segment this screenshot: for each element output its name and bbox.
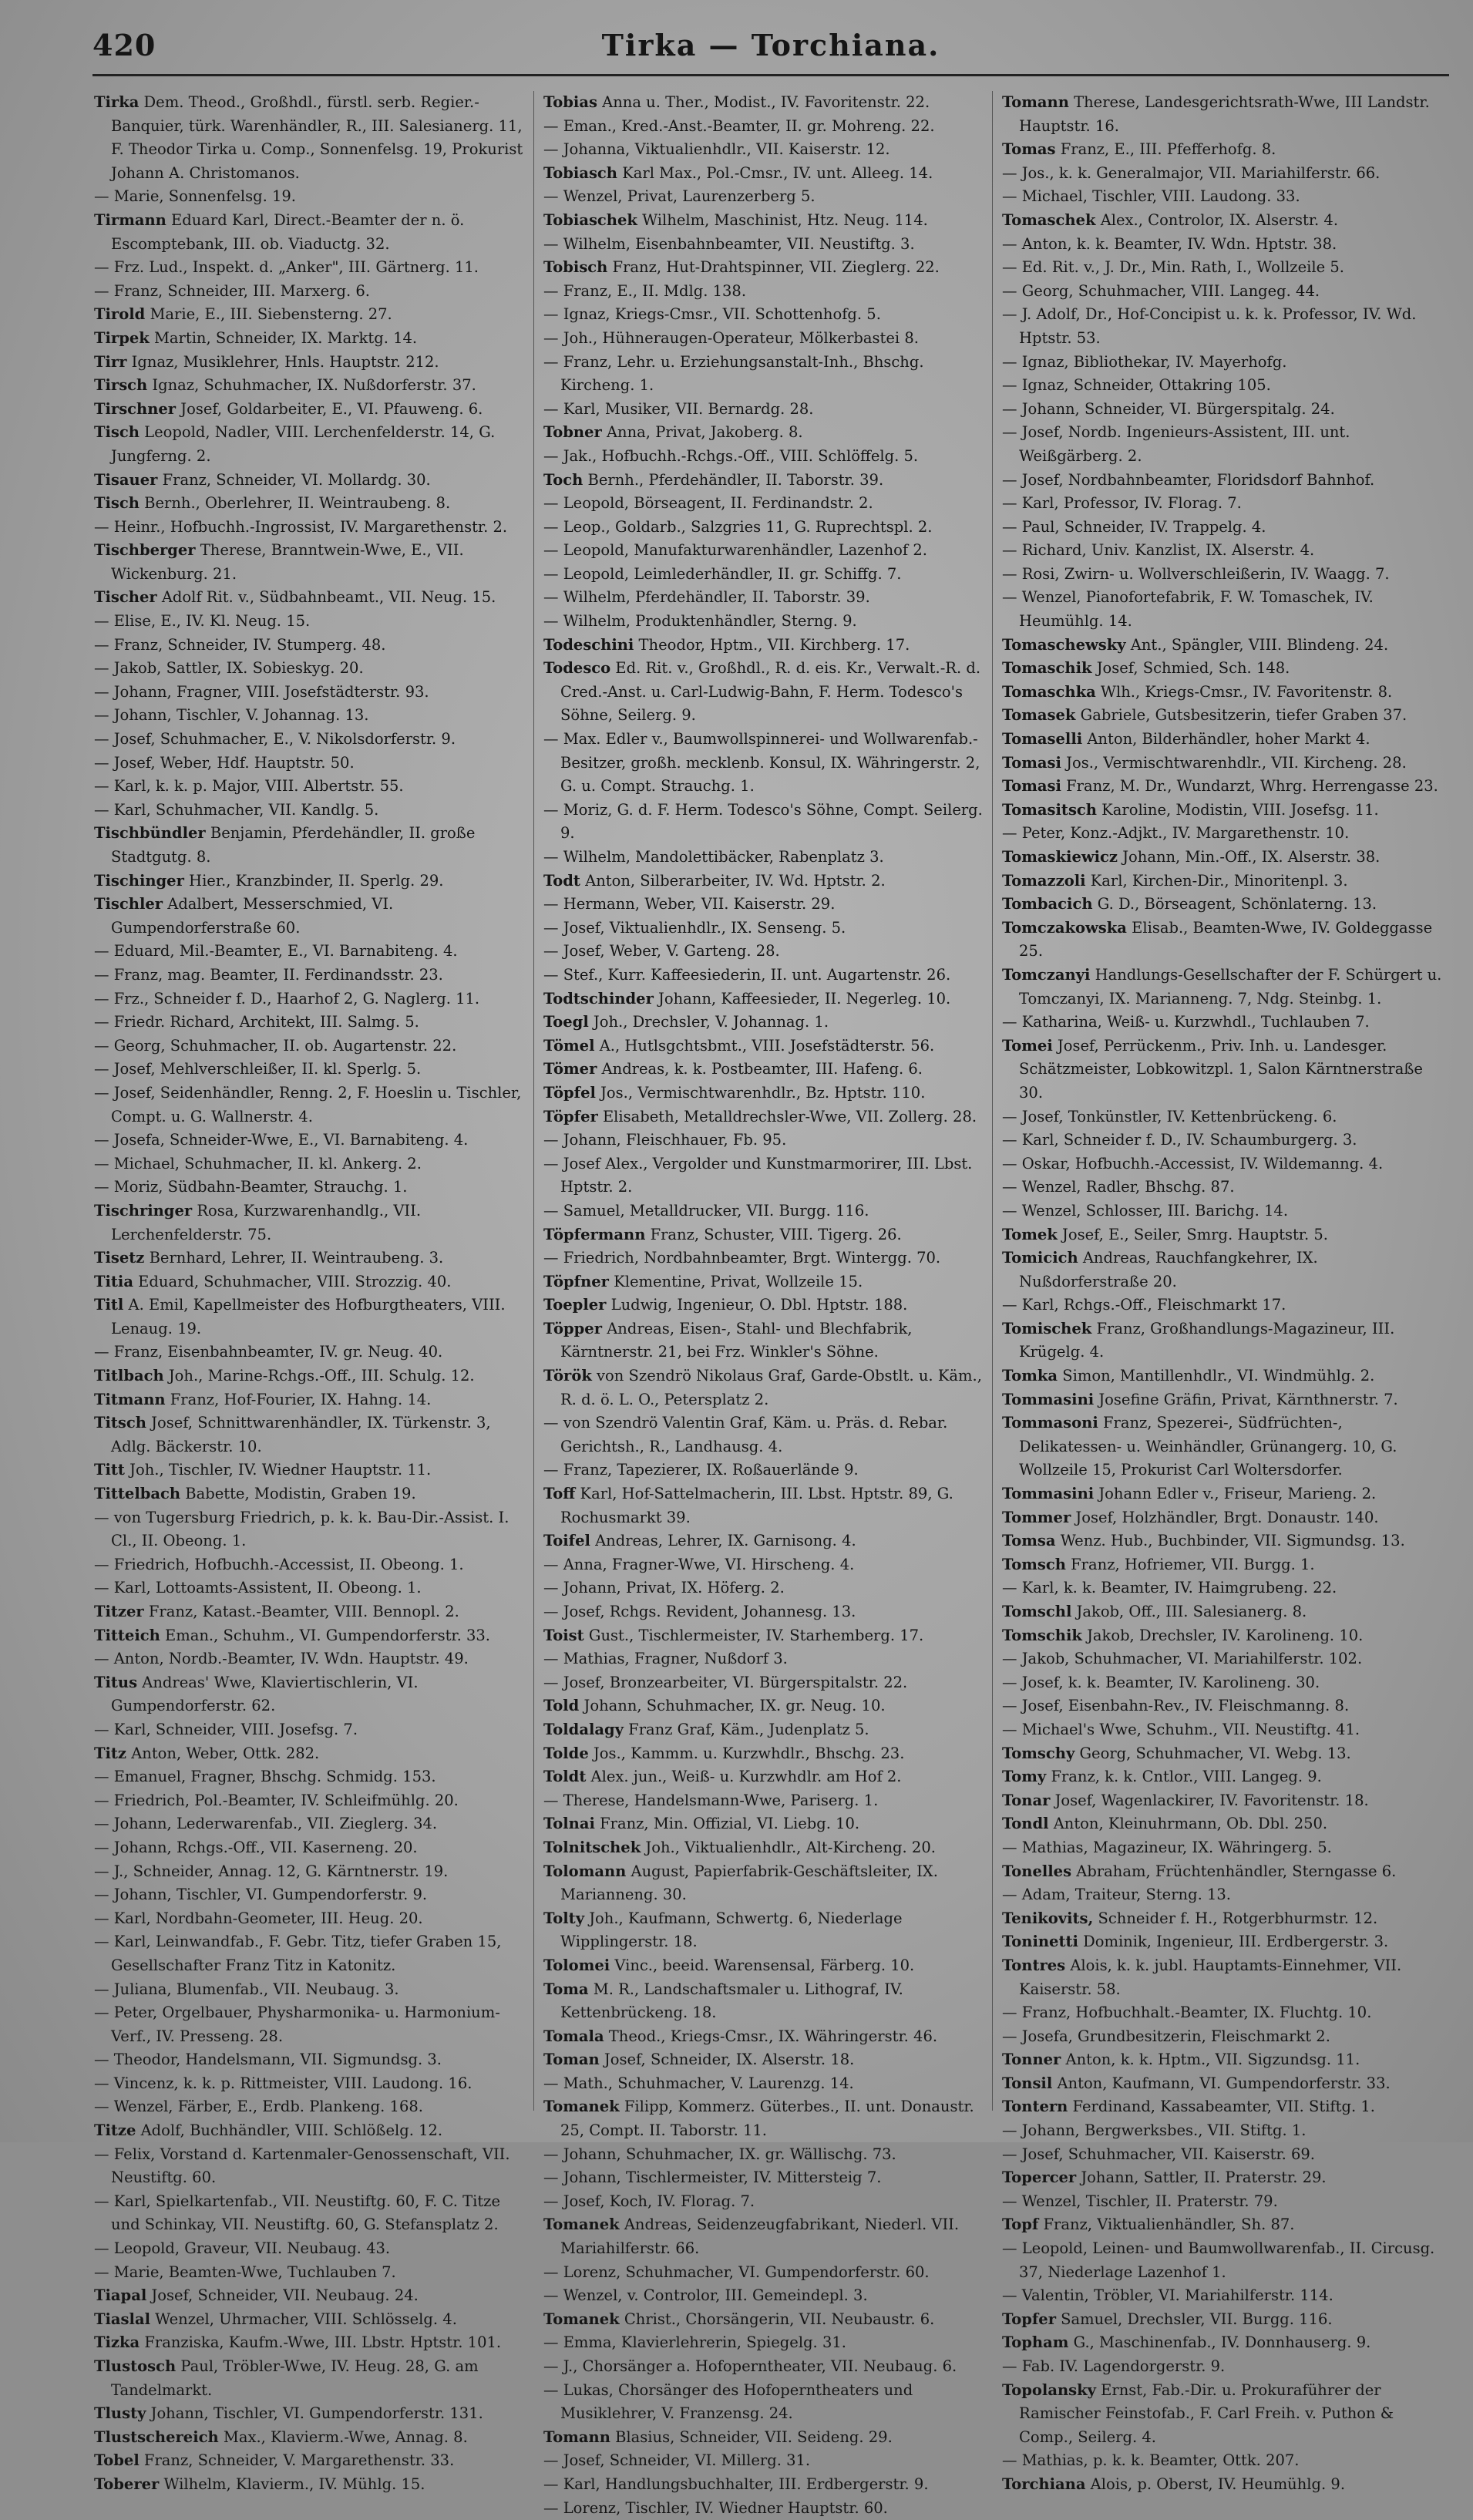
directory-entry: Tomschy Georg, Schuhmacher, VI. Webg. 13.: [1002, 1744, 1351, 1762]
directory-entry: — Johanna, Viktualienhdlr., VII. Kaiserstr. 12.: [543, 140, 890, 159]
directory-entry: — Leopold, Leinen- und Baumwollwarenfab., II. Circusg. 37, Niederlage Lazenhof 1.: [1002, 2239, 1435, 2281]
directory-entry: — Marie, Beamten-Wwe, Tuchlauben 7.: [94, 2263, 396, 2281]
directory-entry: Tomanek Filipp, Kommerz. Güterbes., II. unt. Donaustr. 25, Compt. II. Taborstr. 11.: [543, 2098, 974, 2140]
directory-entry: — Josef, Mehlverschleißer, II. kl. Sperlg. 5.: [94, 1060, 422, 1078]
directory-entry: — Karl, k. k. Beamter, IV. Haimgrubeng. 22.: [1002, 1579, 1337, 1597]
directory-entry: Tomsa Wenz. Hub., Buchbinder, VII. Sigmundsg. 13.: [1002, 1532, 1405, 1550]
directory-entry: Toldalagy Franz Graf, Käm., Judenplatz 5.: [543, 1720, 869, 1738]
directory-entry: Tommasini Johann Edler v., Friseur, Marieng. 2.: [1002, 1485, 1377, 1503]
directory-entry: — Leopold, Manufakturwarenhändler, Lazenhof 2.: [543, 541, 927, 560]
directory-entry: Tonar Josef, Wagenlackirer, IV. Favoritenstr. 18.: [1002, 1791, 1369, 1809]
directory-entry: — Josefa, Grundbesitzerin, Fleischmarkt 2.: [1002, 2027, 1330, 2045]
directory-entry: Torchiana Alois, p. Oberst, IV. Heumühlg. 9.: [1002, 2475, 1346, 2493]
column-3: [1002, 91, 1449, 2493]
directory-entry: Tomicich Andreas, Rauchfangkehrer, IX. Nußdorferstraße 20.: [1002, 1249, 1318, 1290]
directory-entry: — Josef, Rchgs. Revident, Johannesg. 13.: [543, 1603, 856, 1620]
directory-entry: — Fab. IV. Lagendorgerstr. 9.: [1002, 2357, 1226, 2375]
directory-entry: Topf Franz, Viktualienhändler, Sh. 87.: [1002, 2216, 1295, 2234]
directory-entry: — Karl, Lottoamts-Assistent, II. Obeong. 1.: [94, 1579, 422, 1597]
directory-entry: — Frz. Lud., Inspekt. d. „Anker", III. Gärtnerg. 11.: [94, 258, 479, 277]
directory-entry: Tenikovits, Schneider f. H., Rotgerbhurmstr. 12.: [1002, 1909, 1378, 1927]
directory-entry: — Math., Schuhmacher, V. Laurenzg. 14.: [543, 2074, 854, 2092]
directory-entry: Tomann Blasius, Schneider, VII. Seideng. 29.: [543, 2427, 893, 2446]
directory-entry: Töpfer Elisabeth, Metalldrechsler-Wwe, VII. Zollerg. 28.: [543, 1107, 977, 1125]
directory-entry: — Anton, k. k. Beamter, IV. Wdn. Hptstr. 38.: [1002, 234, 1337, 253]
directory-entry: — Josef, Nordb. Ingenieurs-Assistent, III. unt. Weißgärberg. 2.: [1002, 423, 1350, 465]
directory-entry: Tomanek Christ., Chorsängerin, VII. Neubaustr. 6.: [543, 2310, 935, 2328]
directory-entry: Tiapal Josef, Schneider, VII. Neubaug. 24.: [94, 2286, 419, 2305]
page-header: [92, 28, 1449, 65]
directory-entry: — Max. Edler v., Baumwollspinnerei- und Wollwarenfab.-Besitzer, großh. mecklenb. Konsul, IX. Währingerstr. 2, G. u. Compt. Strauchg. 1.: [543, 730, 980, 796]
directory-entry: — Lorenz, Tischler, IV. Wiedner Hauptstr. 60.: [543, 2498, 888, 2517]
directory-entry: Tiaslal Wenzel, Uhrmacher, VIII. Schlösselg. 4.: [94, 2310, 457, 2328]
directory-entry: Tischer Adolf Rit. v., Südbahnbeamt., VII. Neug. 15.: [94, 588, 496, 607]
directory-entry: — Theodor, Handelsmann, VII. Sigmundsg. 3.: [94, 2051, 442, 2069]
directory-entry: Tobner Anna, Privat, Jakoberg. 8.: [543, 423, 803, 442]
directory-entry: — Franz, Eisenbahnbeamter, IV. gr. Neug. 40.: [94, 1343, 443, 1361]
directory-entry: — Karl, Professor, IV. Florag. 7.: [1002, 494, 1242, 513]
directory-entry: — Rosi, Zwirn- u. Wollverschleißerin, IV. Waagg. 7.: [1002, 564, 1390, 583]
directory-entry: Toifel Andreas, Lehrer, IX. Garnisong. 4.: [543, 1532, 856, 1550]
directory-entry: — Johann, Schneider, VI. Bürgerspitalg. 24.: [1002, 399, 1335, 418]
directory-entry: Tomaschewsky Ant., Spängler, VIII. Blindeng. 24.: [1002, 635, 1389, 654]
directory-entry: Tomazzoli Karl, Kirchen-Dir., Minoritenpl. 3.: [1002, 871, 1348, 890]
directory-entry: — Josef, Schuhmacher, VII. Kaiserstr. 69.: [1002, 2145, 1316, 2163]
directory-entry: Tomsch Franz, Hofriemer, VII. Burgg. 1.: [1002, 1555, 1315, 1573]
directory-entry: Tomek Josef, E., Seiler, Smrg. Hauptstr. 5.: [1002, 1225, 1328, 1243]
directory-entry: Tomschl Jakob, Off., III. Salesianerg. 8.: [1002, 1603, 1307, 1620]
directory-entry: Tolde Jos., Kammm. u. Kurzwhdlr., Bhschg. 23.: [543, 1744, 905, 1762]
page-number: 420: [92, 28, 156, 62]
directory-entry: Titmann Franz, Hof-Fourier, IX. Hahng. 14.: [94, 1390, 432, 1408]
directory-entry: Tirschner Josef, Goldarbeiter, E., VI. Pfauweng. 6.: [94, 399, 483, 418]
directory-entry: — Karl, Handlungsbuchhalter, III. Erdbergerstr. 9.: [543, 2475, 929, 2493]
directory-entry: — Peter, Orgelbauer, Physharmonika- u. Harmonium-Verf., IV. Presseng. 28.: [94, 2004, 500, 2045]
directory-entry: — Paul, Schneider, IV. Trappelg. 4.: [1002, 517, 1266, 536]
directory-entry: Tontern Ferdinand, Kassabeamter, VII. Stiftg. 1.: [1002, 2098, 1375, 2116]
directory-entry: Tondl Anton, Kleinuhrmann, Ob. Dbl. 250.: [1002, 1815, 1328, 1833]
directory-entry: — Joh., Hühneraugen-Operateur, Mölkerbastei 8.: [543, 328, 919, 347]
directory-entry: — Josef, Nordbahnbeamter, Floridsdorf Bahnhof.: [1002, 470, 1375, 489]
directory-entry: — Mathias, p. k. k. Beamter, Ottk. 207.: [1002, 2451, 1300, 2470]
directory-entry: Titzer Franz, Katast.-Beamter, VIII. Bennopl. 2.: [94, 1603, 459, 1620]
directory-entry: Titsch Josef, Schnittwarenhändler, IX. Türkenstr. 3, Adlg. Bäckerstr. 10.: [94, 1414, 491, 1455]
directory-entry: Tischbündler Benjamin, Pferdehändler, II. große Stadtgutg. 8.: [94, 824, 476, 866]
directory-entry: Tolnitschek Joh., Viktualienhdlr., Alt-Kircheng. 20.: [543, 1838, 936, 1856]
directory-entry: Tischler Adalbert, Messerschmied, VI. Gumpendorferstraße 60.: [94, 895, 394, 937]
directory-entry: — Frz., Schneider f. D., Haarhof 2, G. Naglerg. 11.: [94, 989, 480, 1008]
directory-entry: — Friedr. Richard, Architekt, III. Salmg. 5.: [94, 1013, 419, 1031]
directory-entry: — Ed. Rit. v., J. Dr., Min. Rath, I., Wollzeile 5.: [1002, 258, 1344, 277]
directory-entry: — Katharina, Weiß- u. Kurzwhdl., Tuchlauben 7.: [1002, 1013, 1370, 1031]
directory-entry: Tizka Franziska, Kaufm.-Wwe, III. Lbstr. Hptstr. 101.: [94, 2333, 502, 2352]
directory-entry: Tlustschereich Max., Klavierm.-Wwe, Annag. 8.: [94, 2427, 468, 2446]
directory-entry: — Franz, Schneider, IV. Stumperg. 48.: [94, 635, 386, 654]
directory-entry: — Michael's Wwe, Schuhm., VII. Neustiftg. 41.: [1002, 1720, 1360, 1738]
directory-entry: Tomaschek Alex., Controlor, IX. Alserstr. 4.: [1002, 210, 1339, 229]
directory-entry: — Franz, Schneider, III. Marxerg. 6.: [94, 281, 370, 300]
directory-entry: Topfer Samuel, Drechsler, VII. Burgg. 116.: [1002, 2310, 1333, 2328]
directory-entry: — Leopold, Graveur, VII. Neubaug. 43.: [94, 2239, 391, 2258]
column-divider: [533, 91, 534, 2111]
directory-entry: Tirold Marie, E., III. Siebensterng. 27.: [94, 305, 392, 324]
directory-entry: — Wenzel, Schlosser, III. Barichg. 14.: [1002, 1201, 1289, 1220]
running-head: Tirka — Torchiana.: [601, 28, 940, 62]
directory-entry: — Johann, Bergwerksbes., VII. Stiftg. 1.: [1002, 2121, 1307, 2140]
directory-entry: — Johann, Fragner, VIII. Josefstädterstr. 93.: [94, 682, 429, 701]
directory-entry: Tirpek Martin, Schneider, IX. Marktg. 14.: [94, 328, 418, 347]
directory-entry: — Heinr., Hofbuchh.-Ingrossist, IV. Margarethenstr. 2.: [94, 517, 508, 536]
directory-entry: — Lorenz, Schuhmacher, VI. Gumpendorferstr. 60.: [543, 2263, 930, 2281]
directory-entry: Tomaschka Wlh., Kriegs-Cmsr., IV. Favoritenstr. 8.: [1002, 682, 1393, 701]
directory-entry: Tisch Bernh., Oberlehrer, II. Weintraubeng. 8.: [94, 494, 451, 513]
directory-entry: Tischringer Rosa, Kurzwarenhandlg., VII. Lerchenfelderstr. 75.: [94, 1201, 422, 1243]
directory-entry: Tirr Ignaz, Musiklehrer, Hnls. Hauptstr. 212.: [94, 352, 439, 371]
directory-entry: — Ignaz, Schneider, Ottakring 105.: [1002, 376, 1271, 395]
directory-entry: — Jos., k. k. Generalmajor, VII. Mariahilferstr. 66.: [1002, 163, 1381, 182]
directory-entry: — Josef, Eisenbahn-Rev., IV. Fleischmanng. 8.: [1002, 1697, 1350, 1715]
directory-entry: Tomala Theod., Kriegs-Cmsr., IX. Währingerstr. 46.: [543, 2027, 938, 2045]
directory-entry: Tommasini Josefine Gräfin, Privat, Kärnthnerstr. 7.: [1002, 1390, 1398, 1408]
directory-entry: — Elise, E., IV. Kl. Neug. 15.: [94, 612, 311, 631]
directory-entry: — Valentin, Tröbler, VI. Mariahilferstr. 114.: [1002, 2286, 1333, 2305]
directory-entry: Tonner Anton, k. k. Hptm., VII. Sigzundsg. 11.: [1002, 2051, 1360, 2069]
directory-entry: — Johann, Tischlermeister, IV. Mittersteig 7.: [543, 2168, 882, 2187]
directory-entry: Todt Anton, Silberarbeiter, IV. Wd. Hptstr. 2.: [543, 871, 886, 890]
directory-entry: Titlbach Joh., Marine-Rchgs.-Off., III. Schulg. 12.: [94, 1367, 475, 1385]
directory-entry: — Josef, Weber, V. Garteng. 28.: [543, 942, 780, 961]
directory-entry: — Franz, Tapezierer, IX. Roßauerlände 9.: [543, 1461, 859, 1479]
directory-entry: — Ignaz, Kriegs-Cmsr., VII. Schottenhofg. 5.: [543, 305, 881, 324]
directory-entry: — Mathias, Magazineur, IX. Währingerg. 5.: [1002, 1838, 1332, 1856]
directory-entry: — Wenzel, Privat, Laurenzerberg 5.: [543, 187, 816, 206]
directory-entry: Tombacich G. D., Börseagent, Schönlaterng. 13.: [1002, 895, 1377, 913]
directory-entry: Tomasek Gabriele, Gutsbesitzerin, tiefer Graben 37.: [1002, 706, 1407, 725]
directory-entry: — Friedrich, Hofbuchh.-Accessist, II. Obeong. 1.: [94, 1555, 464, 1573]
directory-entry: Töpfner Klementine, Privat, Wollzeile 15.: [543, 1272, 863, 1290]
directory-entry: — Johann, Schuhmacher, IX. gr. Wällischg. 73.: [543, 2145, 896, 2163]
directory-entry: Tomschik Jakob, Drechsler, IV. Karolineng. 10.: [1002, 1626, 1364, 1644]
directory-entry: Tomei Josef, Perrückenm., Priv. Inh. u. Landesger. Schätzmeister, Lobkowitzpl. 1, Salon Kärntnerstraße 30.: [1002, 1036, 1423, 1102]
directory-entry: Tomczanyi Handlungs-Gesellschafter der F. Schürgert u. Tomczanyi, IX. Marianneng. 7, Ndg. Steinbg. 1.: [1002, 965, 1442, 1008]
directory-entry: — Josef, Weber, Hdf. Hauptstr. 50.: [94, 753, 355, 772]
directory-entry: — Leopold, Börseagent, II. Ferdinandstr. 2.: [543, 494, 873, 513]
directory-entry: Titt Joh., Tischler, IV. Wiedner Hauptstr. 11.: [94, 1461, 432, 1479]
directory-entry: — Leopold, Leimlederhändler, II. gr. Schiffg. 7.: [543, 564, 902, 583]
directory-entry: — Moriz, G. d. F. Herm. Todesco's Söhne, Compt. Seilerg. 9.: [543, 800, 983, 843]
directory-entry: Tlusty Johann, Tischler, VI. Gumpendorferstr. 131.: [94, 2404, 483, 2423]
directory-entry: — Karl, Schneider f. D., IV. Schaumburgerg. 3.: [1002, 1131, 1357, 1149]
directory-entry: Told Johann, Schuhmacher, IX. gr. Neug. 10.: [543, 1697, 886, 1715]
directory-entry: Tomasi Jos., Vermischtwarenhdlr., VII. Kircheng. 28.: [1002, 753, 1407, 772]
directory-entry: Tomaskiewicz Johann, Min.-Off., IX. Alserstr. 38.: [1002, 848, 1381, 866]
directory-entry: Todesco Ed. Rit. v., Großhdl., R. d. eis. Kr., Verwalt.-R. d. Cred.-Anst. u. Carl-Ludwig-Bahn, F. Herm. Todesco's Söhne, Seilerg. 9.: [543, 659, 981, 725]
directory-entry: Tobel Franz, Schneider, V. Margarethenstr. 33.: [94, 2451, 455, 2470]
directory-entry: — J., Schneider, Annag. 12, G. Kärntnerstr. 19.: [94, 1862, 449, 1880]
directory-entry: — Anna, Fragner-Wwe, VI. Hirscheng. 4.: [543, 1555, 855, 1573]
directory-entry: Tomka Simon, Mantillenhdlr., VI. Windmühlg. 2.: [1002, 1367, 1375, 1385]
directory-entry: Toff Karl, Hof-Sattelmacherin, III. Lbst. Hptstr. 89, G. Rochusmarkt 39.: [543, 1485, 953, 1526]
directory-entry: — Friedrich, Nordbahnbeamter, Brgt. Wintergg. 70.: [543, 1249, 941, 1267]
directory-entry: Török von Szendrö Nikolaus Graf, Garde-Obstlt. u. Käm., R. d. ö. L. O., Petersplatz 2.: [543, 1367, 982, 1408]
directory-entry: Tischberger Therese, Branntwein-Wwe, E., VII. Wickenburg. 21.: [94, 541, 464, 583]
directory-entry: Tlustosch Paul, Tröbler-Wwe, IV. Heug. 28, G. am Tandelmarkt.: [94, 2357, 479, 2399]
directory-entry: — Richard, Univ. Kanzlist, IX. Alserstr. 4.: [1002, 541, 1315, 560]
directory-entry: Titteich Eman., Schuhm., VI. Gumpendorferstr. 33.: [94, 1626, 491, 1644]
directory-entry: — Karl, Leinwandfab., F. Gebr. Titz, tiefer Graben 15, Gesellschafter Franz Titz in Katonitz.: [94, 1933, 502, 1974]
directory-entry: Topercer Johann, Sattler, II. Praterstr. 29.: [1002, 2168, 1327, 2187]
directory-entry: — Eduard, Mil.-Beamter, E., VI. Barnabiteng. 4.: [94, 942, 458, 961]
directory-entry: — Johann, Privat, IX. Höferg. 2.: [543, 1579, 785, 1597]
directory-entry: Titze Adolf, Buchhändler, VIII. Schlößelg. 12.: [94, 2121, 443, 2140]
directory-entry: Todeschini Theodor, Hptm., VII. Kirchberg. 17.: [543, 635, 910, 654]
column-1: [94, 91, 526, 2493]
directory-entry: Tittelbach Babette, Modistin, Graben 19.: [94, 1485, 416, 1503]
directory-entry: — Jak., Hofbuchh.-Rchgs.-Off., VIII. Schlöffelg. 5.: [543, 446, 919, 465]
directory-entry: Tomischek Franz, Großhandlungs-Magazineur, III. Krügelg. 4.: [1002, 1319, 1395, 1361]
directory-entry: — Josefa, Schneider-Wwe, E., VI. Barnabiteng. 4.: [94, 1131, 469, 1149]
directory-entry: Toldt Alex. jun., Weiß- u. Kurzwhdlr. am Hof 2.: [543, 1768, 902, 1786]
directory-entry: — Wilhelm, Produktenhändler, Sterng. 9.: [543, 612, 857, 631]
directory-entry: Tömel A., Hutlsgchtsbmt., VIII. Josefstädterstr. 56.: [543, 1036, 935, 1055]
directory-entry: Tomann Therese, Landesgerichtsrath-Wwe, III Landstr. Hauptstr. 16.: [1002, 93, 1430, 135]
directory-entry: Tomy Franz, k. k. Cntlor., VIII. Langeg. 9.: [1002, 1768, 1322, 1786]
directory-entry: — Karl, k. k. p. Major, VIII. Albertstr. 55.: [94, 777, 404, 796]
directory-entry: Töpper Andreas, Eisen-, Stahl- und Blechfabrik, Kärntnerstr. 21, bei Frz. Winkler's Söhne.: [543, 1319, 913, 1361]
directory-entry: Todtschinder Johann, Kaffeesieder, II. Negerleg. 10.: [543, 989, 951, 1008]
directory-entry: — Karl, Nordbahn-Geometer, III. Heug. 20.: [94, 1909, 423, 1927]
directory-entry: — Josef, Tonkünstler, IV. Kettenbrückeng. 6.: [1002, 1107, 1337, 1125]
directory-entry: — Adam, Traiteur, Sterng. 13.: [1002, 1886, 1231, 1904]
directory-entry: — Karl, Spielkartenfab., VII. Neustiftg. 60, F. C. Titze und Schinkay, VII. Neustiftg. 60, G. Stefansplatz 2.: [94, 2192, 500, 2234]
directory-entry: Tobias Anna u. Ther., Modist., IV. Favoritenstr. 22.: [543, 93, 930, 111]
directory-entry: — Wenzel, Radler, Bhschg. 87.: [1002, 1178, 1235, 1196]
directory-entry: — Josef, Schneider, VI. Millerg. 31.: [543, 2451, 811, 2470]
directory-entry: — Josef, Seidenhändler, Renng. 2, F. Hoeslin u. Tischler, Compt. u. G. Wallnerstr. 4.: [94, 1083, 522, 1125]
directory-entry: Tomaselli Anton, Bilderhändler, hoher Markt 4.: [1002, 730, 1370, 749]
directory-entry: Tolomei Vinc., beeid. Warensensal, Färberg. 10.: [543, 1956, 915, 1974]
directory-entry: Töpfel Jos., Vermischtwarenhdlr., Bz. Hptstr. 110.: [543, 1083, 926, 1102]
directory-entry: — Wilhelm, Pferdehändler, II. Taborstr. 39.: [543, 588, 870, 607]
directory-entry: — Franz, Hofbuchhalt.-Beamter, IX. Fluchtg. 10.: [1002, 2004, 1372, 2022]
directory-entry: — Josef, Viktualienhdlr., IX. Senseng. 5.: [543, 918, 846, 937]
directory-entry: — J., Chorsänger a. Hofoperntheater, VII. Neubaug. 6.: [543, 2357, 957, 2375]
directory-entry: Toma M. R., Landschaftsmaler u. Lithograf, IV. Kettenbrückeng. 18.: [543, 1980, 903, 2022]
directory-entry: — Johann, Fleischhauer, Fb. 95.: [543, 1131, 787, 1149]
directory-entry: Toegl Joh., Drechsler, V. Johannag. 1.: [543, 1013, 829, 1031]
directory-entry: Töpfermann Franz, Schuster, VIII. Tigerg. 26.: [543, 1225, 902, 1243]
directory-entry: — Vincenz, k. k. p. Rittmeister, VIII. Laudong. 16.: [94, 2074, 473, 2092]
directory-entry: Toninetti Dominik, Ingenieur, III. Erdbergerstr. 3.: [1002, 1933, 1389, 1951]
directory-entry: — Johann, Lederwarenfab., VII. Zieglerg. 34.: [94, 1815, 438, 1833]
directory-entry: — Josef, Bronzearbeiter, VI. Bürgerspitalstr. 22.: [543, 1673, 908, 1691]
directory-entry: Tömer Andreas, k. k. Postbeamter, III. Hafeng. 6.: [543, 1060, 923, 1078]
directory-entry: — Karl, Rchgs.-Off., Fleischmarkt 17.: [1002, 1296, 1286, 1314]
directory-entry: — Josef, k. k. Beamter, IV. Karolineng. 30.: [1002, 1673, 1320, 1691]
directory-entry: — Karl, Schuhmacher, VII. Kandlg. 5.: [94, 800, 379, 819]
directory-entry: — Eman., Kred.-Anst.-Beamter, II. gr. Mohreng. 22.: [543, 116, 935, 135]
directory-entry: — von Szendrö Valentin Graf, Käm. u. Präs. d. Rebar. Gerichtsh., R., Landhausg. 4.: [543, 1414, 948, 1455]
directory-entry: — Friedrich, Pol.-Beamter, IV. Schleifmühlg. 20.: [94, 1791, 459, 1809]
directory-entry: — Anton, Nordb.-Beamter, IV. Wdn. Hauptstr. 49.: [94, 1650, 469, 1668]
directory-entry: — Johann, Rchgs.-Off., VII. Kaserneng. 20.: [94, 1838, 418, 1856]
directory-entry: — Marie, Sonnenfelsg. 19.: [94, 187, 296, 206]
directory-entry: Tisauer Franz, Schneider, VI. Mollardg. 30.: [94, 470, 431, 489]
directory-entry: Tirsch Ignaz, Schuhmacher, IX. Nußdorferstr. 37.: [94, 376, 476, 395]
directory-entry: — Josef, Koch, IV. Florag. 7.: [543, 2192, 755, 2210]
directory-entry: — Franz, E., II. Mdlg. 138.: [543, 281, 747, 300]
directory-entry: — Wilhelm, Mandolettibäcker, Rabenplatz 3.: [543, 848, 884, 866]
directory-entry: Tomasi Franz, M. Dr., Wundarzt, Whrg. Herrengasse 23.: [1002, 777, 1438, 796]
directory-entry: — Karl, Schneider, VIII. Josefsg. 7.: [94, 1720, 358, 1738]
directory-entry: — Stef., Kurr. Kaffeesiederin, II. unt. Augartenstr. 26.: [543, 965, 951, 984]
directory-entry: — Ignaz, Bibliothekar, IV. Mayerhofg.: [1002, 352, 1287, 371]
directory-entry: — Therese, Handelsmann-Wwe, Pariserg. 1.: [543, 1791, 879, 1809]
directory-entry: Tontres Alois, k. k. jubl. Hauptamts-Einnehmer, VII. Kaiserstr. 58.: [1002, 1956, 1402, 1998]
directory-entry: Toch Bernh., Pferdehändler, II. Taborstr. 39.: [543, 470, 884, 489]
directory-entry: Tonsil Anton, Kaufmann, VI. Gumpendorferstr. 33.: [1002, 2074, 1391, 2092]
directory-entry: Tisetz Bernhard, Lehrer, II. Weintraubeng. 3.: [94, 1249, 444, 1267]
directory-entry: — Lukas, Chorsänger des Hofoperntheaters und Musiklehrer, V. Franzensg. 24.: [543, 2380, 913, 2423]
directory-entry: Tolomann August, Papierfabrik-Geschäftsleiter, IX. Marianneng. 30.: [543, 1862, 938, 1904]
directory-entry: — Emma, Klavierlehrerin, Spiegelg. 31.: [543, 2333, 846, 2352]
directory-entry: — Felix, Vorstand d. Kartenmaler-Genossenschaft, VII. Neustiftg. 60.: [94, 2145, 510, 2187]
directory-entry: Titus Andreas' Wwe, Klaviertischlerin, VI. Gumpendorferstr. 62.: [94, 1673, 419, 1715]
directory-entry: Toist Gust., Tischlermeister, IV. Starhemberg. 17.: [543, 1626, 924, 1644]
directory-entry: — Wilhelm, Eisenbahnbeamter, VII. Neustiftg. 3.: [543, 234, 915, 253]
directory-entry: — Josef, Schuhmacher, E., V. Nikolsdorferstr. 9.: [94, 730, 456, 749]
directory-entry: Tobisch Franz, Hut-Drahtspinner, VII. Zieglerg. 22.: [543, 258, 940, 277]
directory-entry: — Oskar, Hofbuchh.-Accessist, IV. Wildemanng. 4.: [1002, 1154, 1384, 1173]
directory-entry: — Josef Alex., Vergolder und Kunstmarmorirer, III. Lbst. Hptstr. 2.: [543, 1154, 973, 1196]
directory-entry: — Franz, mag. Beamter, II. Ferdinandsstr. 23.: [94, 965, 443, 984]
directory-entry: — Michael, Schuhmacher, II. kl. Ankerg. 2.: [94, 1154, 422, 1173]
directory-entry: — Georg, Schuhmacher, VIII. Langeg. 44.: [1002, 281, 1320, 300]
directory-entry: — Mathias, Fragner, Nußdorf 3.: [543, 1650, 788, 1668]
directory-entry: Tomanek Andreas, Seidenzeugfabrikant, Niederl. VII. Mariahilferstr. 66.: [543, 2216, 960, 2258]
directory-entry: — Franz, Lehr. u. Erziehungsanstalt-Inh., Bhschg. Kircheng. 1.: [543, 352, 924, 395]
directory-entry: — Johann, Tischler, VI. Gumpendorferstr. 9.: [94, 1886, 428, 1904]
directory-entry: Tirmann Eduard Karl, Direct.-Beamter der n. ö. Escomptebank, III. ob. Viaductg. 32.: [94, 210, 465, 253]
directory-entry: Toman Josef, Schneider, IX. Alserstr. 18.: [543, 2051, 855, 2069]
header-rule: [92, 74, 1449, 76]
directory-entry: — Karl, Musiker, VII. Bernardg. 28.: [543, 399, 814, 418]
directory-entry: Tobiasch Karl Max., Pol.-Cmsr., IV. unt. Alleeg. 14.: [543, 163, 933, 182]
directory-entry: — Michael, Tischler, VIII. Laudong. 33.: [1002, 187, 1300, 206]
directory-entry: — Emanuel, Fragner, Bhschg. Schmidg. 153.: [94, 1768, 436, 1786]
directory-entry: — Jakob, Schuhmacher, VI. Mariahilferstr. 102.: [1002, 1650, 1363, 1668]
directory-entry: Tomas Franz, E., III. Pfefferhofg. 8.: [1002, 140, 1276, 159]
directory-entry: Tisch Leopold, Nadler, VIII. Lerchenfelderstr. 14, G. Jungferng. 2.: [94, 423, 496, 465]
directory-entry: — Jakob, Sattler, IX. Sobieskyg. 20.: [94, 659, 364, 678]
directory-entry: Tirka Dem. Theod., Großhdl., fürstl. serb. Regier.-Banquier, türk. Warenhändler, R., III. Salesianerg. 11, F. Theodor Tirka u. Comp., Sonnenfelsg. 19, Prokurist Johann A. Christomanos.: [94, 93, 523, 182]
directory-entry: Titia Eduard, Schuhmacher, VIII. Strozzig. 40.: [94, 1272, 452, 1290]
directory-entry: Tobiaschek Wilhelm, Maschinist, Htz. Neug. 114.: [543, 210, 928, 229]
directory-entry: Toepler Ludwig, Ingenieur, O. Dbl. Hptstr. 188.: [543, 1296, 908, 1314]
directory-entry: — Leop., Goldarb., Salzgries 11, G. Ruprechtspl. 2.: [543, 517, 933, 536]
directory-entry: Tommer Josef, Holzhändler, Brgt. Donaustr. 140.: [1002, 1508, 1379, 1526]
directory-entry: — Samuel, Metalldrucker, VII. Burgg. 116.: [543, 1201, 869, 1220]
column-2: [543, 91, 983, 2517]
directory-entry: — von Tugersburg Friedrich, p. k. k. Bau-Dir.-Assist. I. Cl., II. Obeong. 1.: [94, 1508, 509, 1550]
directory-entry: — Wenzel, v. Controlor, III. Gemeindepl. 3.: [543, 2286, 868, 2305]
directory-entry: Tolnai Franz, Min. Offizial, VI. Liebg. 10.: [543, 1815, 860, 1833]
directory-entry: — Hermann, Weber, VII. Kaiserstr. 29.: [543, 895, 836, 913]
directory-entry: — Peter, Konz.-Adjkt., IV. Margarethenstr. 10.: [1002, 824, 1350, 843]
directory-entry: — Georg, Schuhmacher, II. ob. Augartenstr. 22.: [94, 1036, 457, 1055]
directory-entry: — Johann, Tischler, V. Johannag. 13.: [94, 706, 369, 725]
column-divider: [992, 91, 993, 2111]
directory-entry: — Wenzel, Färber, E., Erdb. Plankeng. 168.: [94, 2098, 423, 2116]
directory-entry: Tomczakowska Elisab., Beamten-Wwe, IV. Goldeggasse 25.: [1002, 918, 1433, 961]
directory-entry: — Wenzel, Tischler, II. Praterstr. 79.: [1002, 2192, 1278, 2210]
directory-entry: — Juliana, Blumenfab., VII. Neubaug. 3.: [94, 1980, 399, 1998]
directory-entry: Tischinger Hier., Kranzbinder, II. Sperlg. 29.: [94, 871, 444, 890]
directory-entry: Tonelles Abraham, Früchtenhändler, Sterngasse 6.: [1002, 1862, 1397, 1880]
directory-entry: Tommasoni Franz, Spezerei-, Südfrüchten-, Delikatessen- u. Weinhändler, Grünangerg. 10, G. Wollzeile 15, Prokurist Carl Woltersdorfer.: [1002, 1414, 1397, 1479]
directory-entry: — Wenzel, Pianofortefabrik, F. W. Tomaschek, IV. Heumühlg. 14.: [1002, 588, 1374, 631]
directory-entry: Titz Anton, Weber, Ottk. 282.: [94, 1744, 320, 1762]
directory-entry: Titl A. Emil, Kapellmeister des Hofburgtheaters, VIII. Lenaug. 19.: [94, 1296, 506, 1337]
directory-entry: — J. Adolf, Dr., Hof-Concipist u. k. k. Professor, IV. Wd. Hptstr. 53.: [1002, 305, 1417, 347]
directory-entry: Topham G., Maschinenfab., IV. Donnhauserg. 9.: [1002, 2333, 1371, 2352]
directory-entry: Topolansky Ernst, Fab.-Dir. u. Prokuraführer der Ramischer Feinstofab., F. Carl Freih. v. Puthon & Comp., Seilerg. 4.: [1002, 2380, 1394, 2446]
directory-entry: Tomasitsch Karoline, Modistin, VIII. Josefsg. 11.: [1002, 800, 1379, 819]
directory-entry: Tolty Joh., Kaufmann, Schwertg. 6, Niederlage Wipplingerstr. 18.: [543, 1909, 903, 1951]
directory-entry: Tomaschik Josef, Schmied, Sch. 148.: [1002, 659, 1290, 678]
directory-entry: Toberer Wilhelm, Klavierm., IV. Mühlg. 15.: [94, 2475, 425, 2493]
directory-entry: — Moriz, Südbahn-Beamter, Strauchg. 1.: [94, 1178, 408, 1196]
